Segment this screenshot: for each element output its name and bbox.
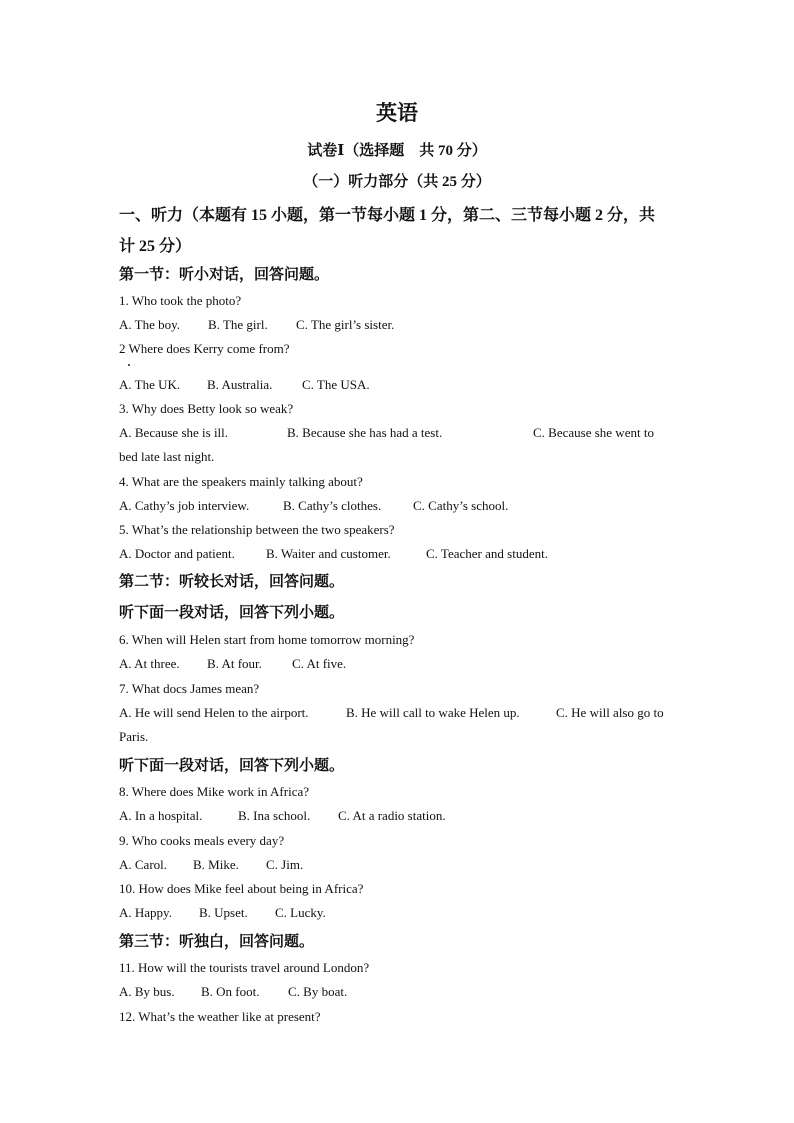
q1-option-c: C. The girl’s sister.	[296, 317, 395, 332]
question-8: 8. Where does Mike work in Africa?	[119, 784, 310, 799]
q3-option-b: B. Because she has had a test.	[287, 425, 443, 440]
q3-option-c-continued: bed late last night.	[119, 449, 215, 464]
q7-option-c-continued: Paris.	[119, 729, 149, 744]
q8-option-a: A. In a hospital.	[119, 808, 203, 823]
page-title: 英语	[376, 101, 418, 125]
question-9: 9. Who cooks meals every day?	[119, 833, 285, 848]
q8-option-b: B. Ina school.	[238, 808, 311, 823]
q3-option-c: C. Because she went to	[533, 425, 654, 440]
question-4: 4. What are the speakers mainly talking about?	[119, 474, 363, 489]
q2-option-b: B. Australia.	[207, 377, 273, 392]
question-2: 2 Where does Kerry come from?	[119, 341, 290, 356]
q8-option-c: C. At a radio station.	[338, 808, 446, 823]
q9-option-b: B. Mike.	[193, 857, 239, 872]
q4-option-a: A. Cathy’s job interview.	[119, 498, 250, 513]
q10-option-a: A. Happy.	[119, 905, 172, 920]
section-2-heading: 第二节：听较长对话，回答问题。	[119, 574, 345, 590]
question-5: 5. What’s the relationship between the two speakers?	[119, 522, 395, 537]
question-7: 7. What docs James mean?	[119, 681, 260, 696]
question-10: 10. How does Mike feel about being in Africa?	[119, 881, 364, 896]
q6-option-a: A. At three.	[119, 656, 180, 671]
section-3-heading: 第三节：听独白，回答问题。	[119, 934, 315, 950]
section-1-heading: 第一节：听小对话，回答问题。	[119, 267, 330, 283]
question-12: 12. What’s the weather like at present?	[119, 1009, 321, 1024]
question-11: 11. How will the tourists travel around London?	[119, 960, 370, 975]
section-intro-line1: 一、听力（本题有 15 小题，第一节每小题 1 分，第二、三节每小题 2 分，共	[119, 207, 656, 224]
q7-option-c: C. He will also go to	[556, 705, 664, 720]
question-3: 3. Why does Betty look so weak?	[119, 401, 294, 416]
q5-option-a: A. Doctor and patient.	[119, 546, 235, 561]
part-heading: （一）听力部分（共 25 分）	[303, 174, 491, 190]
q2-option-c: C. The USA.	[302, 377, 370, 392]
q5-option-c: C. Teacher and student.	[426, 546, 548, 561]
q7-option-b: B. He will call to wake Helen up.	[346, 705, 520, 720]
q11-option-b: B. On foot.	[201, 984, 260, 999]
section-intro-line2: 计 25 分）	[119, 238, 192, 255]
question-1: 1. Who took the photo?	[119, 293, 242, 308]
question-6: 6. When will Helen start from home tomorrow morning?	[119, 632, 415, 647]
q11-option-c: C. By boat.	[288, 984, 348, 999]
q5-option-b: B. Waiter and customer.	[266, 546, 391, 561]
q6-option-c: C. At five.	[292, 656, 347, 671]
q4-option-c: C. Cathy’s school.	[413, 498, 509, 513]
q2-option-a: A. The UK.	[119, 377, 181, 392]
q4-option-b: B. Cathy’s clothes.	[283, 498, 382, 513]
dialog-2-heading: 听下面一段对话，回答下列小题。	[119, 758, 345, 774]
q3-option-a: A. Because she is ill.	[119, 425, 229, 440]
q9-option-a: A. Carol.	[119, 857, 168, 872]
q7-option-a: A. He will send Helen to the airport.	[119, 705, 309, 720]
q1-option-a: A. The boy.	[119, 317, 181, 332]
q1-option-b: B. The girl.	[208, 317, 268, 332]
q10-option-c: C. Lucky.	[275, 905, 326, 920]
q9-option-c: C. Jim.	[266, 857, 304, 872]
q10-option-b: B. Upset.	[199, 905, 248, 920]
q11-option-a: A. By bus.	[119, 984, 175, 999]
paper-heading: 试卷Ⅰ（选择题 共 70 分）	[307, 143, 487, 159]
q6-option-b: B. At four.	[207, 656, 262, 671]
dialog-1-heading: 听下面一段对话，回答下列小题。	[119, 605, 345, 621]
stray-dot	[128, 364, 130, 366]
